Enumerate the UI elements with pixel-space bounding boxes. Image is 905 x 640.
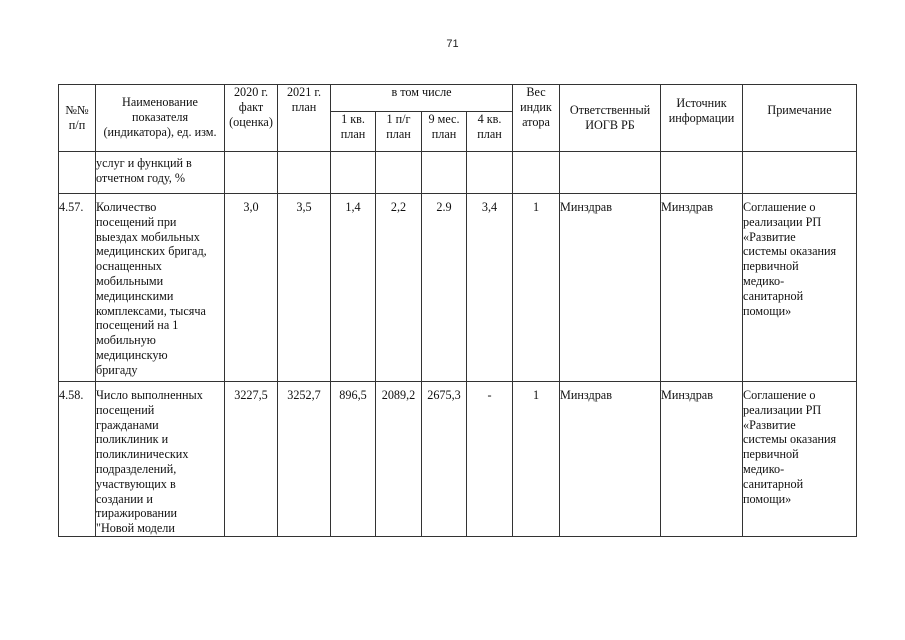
cell-q4: -	[467, 382, 513, 537]
header-note: Примечание	[743, 85, 857, 152]
cell-weight: 1	[513, 382, 560, 537]
cell-note: Соглашение о реализации РП «Развитие системы оказания первичной медико- санитарной помощи»	[743, 382, 857, 537]
cell-q1	[331, 152, 376, 194]
cell-responsible: Минздрав	[560, 194, 661, 382]
header-9m: 9 мес. план	[422, 112, 467, 152]
cell-note: Соглашение о реализации РП «Развитие системы оказания первичной медико- санитарной помощи»	[743, 194, 857, 382]
cell-2021: 3,5	[278, 194, 331, 382]
cell-q4	[467, 152, 513, 194]
header-source: Источник информации	[661, 85, 743, 152]
cell-h1: 2,2	[376, 194, 422, 382]
header-2020: 2020 г. факт (оценка)	[225, 85, 278, 152]
table-row	[59, 382, 857, 537]
cell-2020: 3,0	[225, 194, 278, 382]
table-row	[59, 194, 857, 382]
header-q4: 4 кв. план	[467, 112, 513, 152]
header-2021: 2021 г. план	[278, 85, 331, 152]
page-number: 71	[446, 38, 459, 50]
header-name: Наименование показателя (индикатора), ед. изм.	[96, 85, 225, 152]
cell-responsible	[560, 152, 661, 194]
header-h1: 1 п/г план	[376, 112, 422, 152]
header-including: в том числе	[331, 85, 513, 112]
cell-2021	[278, 152, 331, 194]
cell-9m: 2.9	[422, 194, 467, 382]
cell-name: Число выполненных посещений гражданами поликлиник и поликлинических подразделений, участвующих в создании и тиражировании "Новой модели	[96, 382, 225, 537]
cell-note	[743, 152, 857, 194]
indicators-table	[58, 84, 857, 537]
cell-source: Минздрав	[661, 382, 743, 537]
cell-name: Количество посещений при выездах мобильных медицинских бригад, оснащенных мобильными медицинскими комплексами, тысяча посещений на 1 мобильную медицинскую бригаду	[96, 194, 225, 382]
cell-2020	[225, 152, 278, 194]
cell-h1: 2089,2	[376, 382, 422, 537]
cell-weight: 1	[513, 194, 560, 382]
header-weight: Вес индик атора	[513, 85, 560, 152]
cell-2021: 3252,7	[278, 382, 331, 537]
header-row	[59, 85, 857, 112]
cell-9m: 2675,3	[422, 382, 467, 537]
cell-9m	[422, 152, 467, 194]
cell-2020: 3227,5	[225, 382, 278, 537]
cell-source: Минздрав	[661, 194, 743, 382]
cell-name: услуг и функций в отчетном году, %	[96, 152, 225, 194]
cell-weight	[513, 152, 560, 194]
header-num: №№ п/п	[59, 85, 96, 152]
header-responsible: Ответственный ИОГВ РБ	[560, 85, 661, 152]
cell-h1	[376, 152, 422, 194]
cell-num	[59, 152, 96, 194]
cell-q4: 3,4	[467, 194, 513, 382]
table-row-continuation	[59, 152, 857, 194]
cell-q1: 1,4	[331, 194, 376, 382]
cell-responsible: Минздрав	[560, 382, 661, 537]
cell-num: 4.58.	[59, 382, 96, 537]
cell-q1: 896,5	[331, 382, 376, 537]
cell-num: 4.57.	[59, 194, 96, 382]
cell-source	[661, 152, 743, 194]
header-q1: 1 кв. план	[331, 112, 376, 152]
